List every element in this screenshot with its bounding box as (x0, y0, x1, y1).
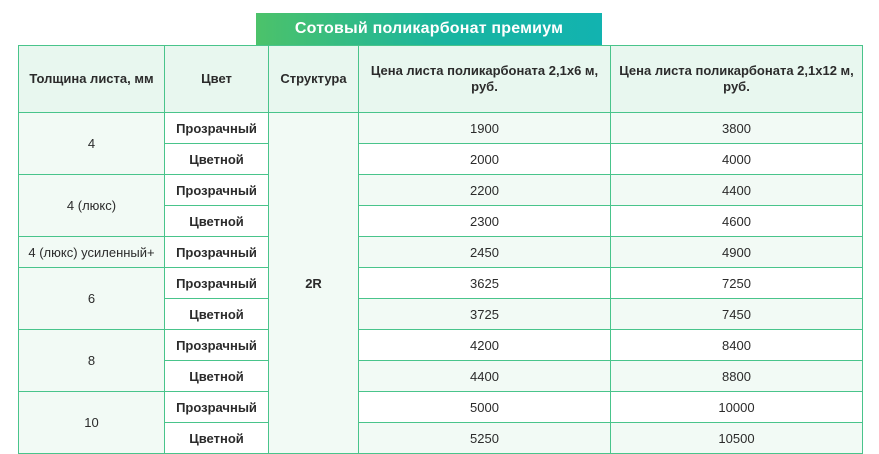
cell-color: Цветной (165, 299, 269, 330)
cell-color: Цветной (165, 361, 269, 392)
cell-price-12m: 4000 (611, 144, 863, 175)
cell-price-12m: 7450 (611, 299, 863, 330)
header-thickness: Толщина листа, мм (19, 46, 165, 113)
cell-price-12m: 4600 (611, 206, 863, 237)
cell-price-6m: 4400 (359, 361, 611, 392)
table-row (19, 113, 863, 144)
table-header (19, 46, 863, 113)
table-body (19, 113, 863, 454)
cell-thickness: 6 (19, 268, 165, 330)
cell-color: Цветной (165, 423, 269, 454)
price-table-container (18, 45, 862, 454)
cell-color: Прозрачный (165, 392, 269, 423)
table-row (19, 175, 863, 206)
cell-color: Цветной (165, 144, 269, 175)
cell-price-6m: 2200 (359, 175, 611, 206)
page-title: Сотовый поликарбонат премиум (256, 13, 602, 45)
cell-price-12m: 10500 (611, 423, 863, 454)
cell-price-12m: 8800 (611, 361, 863, 392)
cell-price-6m: 4200 (359, 330, 611, 361)
cell-color: Прозрачный (165, 175, 269, 206)
cell-color: Прозрачный (165, 113, 269, 144)
header-price-6m: Цена листа поликарбоната 2,1х6 м, руб. (359, 46, 611, 113)
table-row (19, 237, 863, 268)
cell-color: Прозрачный (165, 268, 269, 299)
cell-price-6m: 3725 (359, 299, 611, 330)
cell-color: Прозрачный (165, 237, 269, 268)
cell-structure: 2R (269, 113, 359, 454)
cell-price-12m: 7250 (611, 268, 863, 299)
cell-thickness: 8 (19, 330, 165, 392)
cell-price-6m: 5000 (359, 392, 611, 423)
cell-thickness: 4 (люкс) (19, 175, 165, 237)
cell-price-6m: 3625 (359, 268, 611, 299)
cell-price-12m: 3800 (611, 113, 863, 144)
cell-thickness: 4 (19, 113, 165, 175)
cell-thickness: 4 (люкс) усиленный+ (19, 237, 165, 268)
cell-color: Прозрачный (165, 330, 269, 361)
cell-price-12m: 8400 (611, 330, 863, 361)
cell-price-6m: 2000 (359, 144, 611, 175)
table-row (19, 268, 863, 299)
cell-thickness: 10 (19, 392, 165, 454)
cell-price-6m: 5250 (359, 423, 611, 454)
table-row (19, 330, 863, 361)
header-price-12m: Цена листа поликарбоната 2,1х12 м, руб. (611, 46, 863, 113)
price-table (18, 45, 863, 454)
table-header-row (19, 46, 863, 113)
cell-price-12m: 4900 (611, 237, 863, 268)
cell-color: Цветной (165, 206, 269, 237)
cell-price-6m: 2300 (359, 206, 611, 237)
cell-price-6m: 2450 (359, 237, 611, 268)
header-structure: Структура (269, 46, 359, 113)
cell-price-6m: 1900 (359, 113, 611, 144)
table-row (19, 392, 863, 423)
header-color: Цвет (165, 46, 269, 113)
cell-price-12m: 4400 (611, 175, 863, 206)
cell-price-12m: 10000 (611, 392, 863, 423)
